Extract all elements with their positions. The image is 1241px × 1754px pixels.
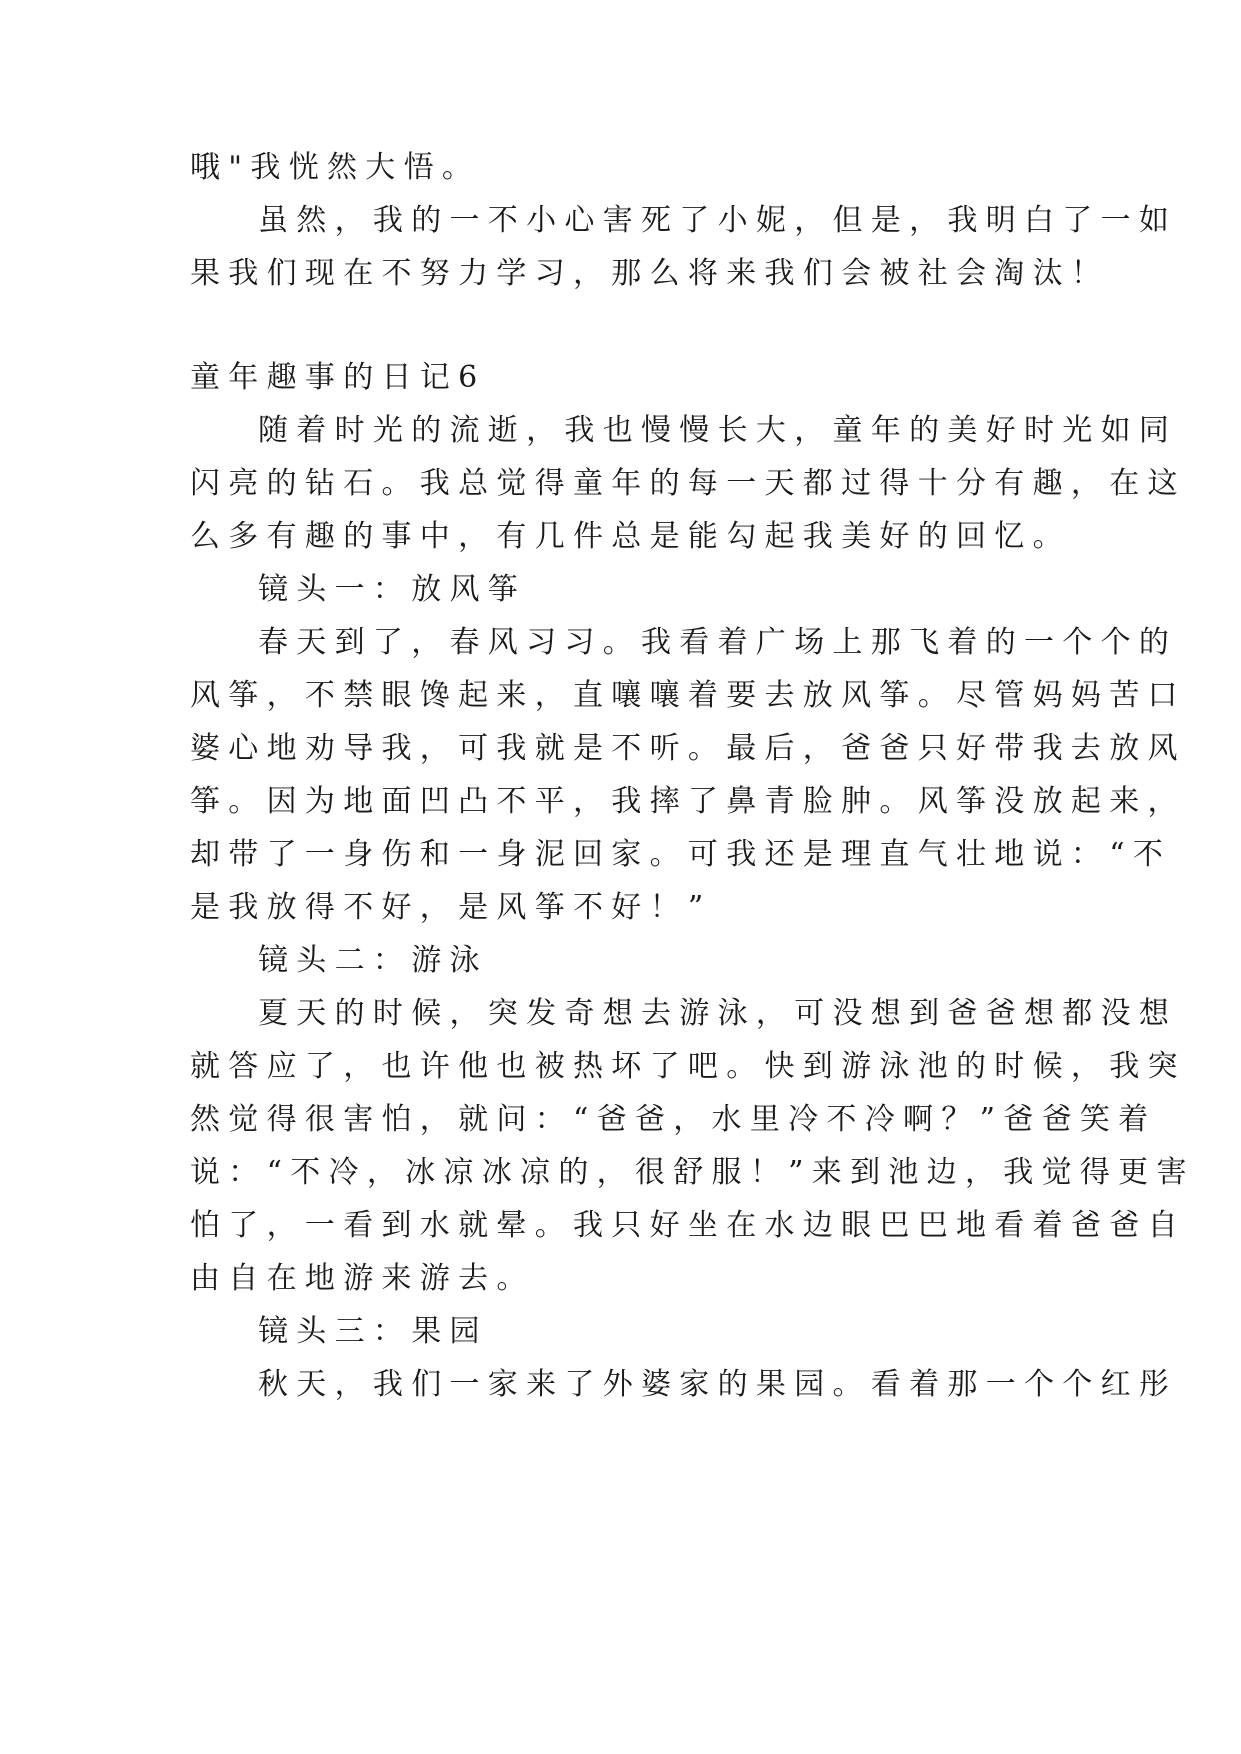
intro-paragraph-line: 随着时光的流逝，我也慢慢长大，童年的美好时光如同 [258, 413, 1178, 448]
scene-1-heading: 镜头一：放风筝 [258, 572, 527, 607]
prev-entry-closing-line: 哦"我恍然大悟。 [190, 150, 481, 185]
scene-3-paragraph-line: 秋天，我们一家来了外婆家的果园。看着那一个个红彤 [258, 1367, 1178, 1402]
scene-2-paragraph-line: 夏天的时候，突发奇想去游泳，可没想到爸爸想都没想 [258, 996, 1178, 1031]
scene-1-paragraph-line: 婆心地劝导我，可我就是不听。最后，爸爸只好带我去放风 [190, 731, 1186, 766]
intro-paragraph-line: 闪亮的钻石。我总觉得童年的每一天都过得十分有趣，在这 [190, 466, 1186, 501]
scene-1-paragraph-line: 是我放得不好，是风筝不好！” [190, 890, 712, 925]
scene-1-paragraph-line: 春天到了，春风习习。我看着广场上那飞着的一个个的 [258, 625, 1178, 660]
scene-3-heading: 镜头三：果园 [258, 1314, 488, 1349]
intro-paragraph-line: 么多有趣的事中，有几件总是能勾起我美好的回忆。 [190, 519, 1071, 554]
prev-entry-paragraph-line: 虽然，我的一不小心害死了小妮，但是，我明白了一如 [258, 203, 1178, 238]
scene-1-paragraph-line: 风筝，不禁眼馋起来，直嚷嚷着要去放风筝。尽管妈妈苦口 [190, 678, 1186, 713]
prev-entry-paragraph-line: 果我们现在不努力学习，那么将来我们会被社会淘汰！ [190, 256, 1110, 291]
scene-2-paragraph-line: 说：“不冷，冰凉冰凉的，很舒服！”来到池边，我觉得更害 [190, 1155, 1195, 1190]
scene-2-paragraph-line: 然觉得很害怕，就问：“爸爸，水里冷不冷啊？”爸爸笑着 [190, 1102, 1157, 1137]
scene-2-paragraph-line: 由自在地游来游去。 [190, 1261, 535, 1296]
scene-2-heading: 镜头二：游泳 [258, 943, 488, 978]
scene-1-paragraph-line: 却带了一身伤和一身泥回家。可我还是理直气壮地说：“不 [190, 837, 1172, 872]
scene-2-paragraph-line: 就答应了，也许他也被热坏了吧。快到游泳池的时候，我突 [190, 1049, 1186, 1084]
scene-1-paragraph-line: 筝。因为地面凹凸不平，我摔了鼻青脸肿。风筝没放起来， [190, 784, 1186, 819]
scene-2-paragraph-line: 怕了，一看到水就晕。我只好坐在水边眼巴巴地看着爸爸自 [190, 1208, 1186, 1243]
entry-title: 童年趣事的日记6 [190, 360, 486, 395]
